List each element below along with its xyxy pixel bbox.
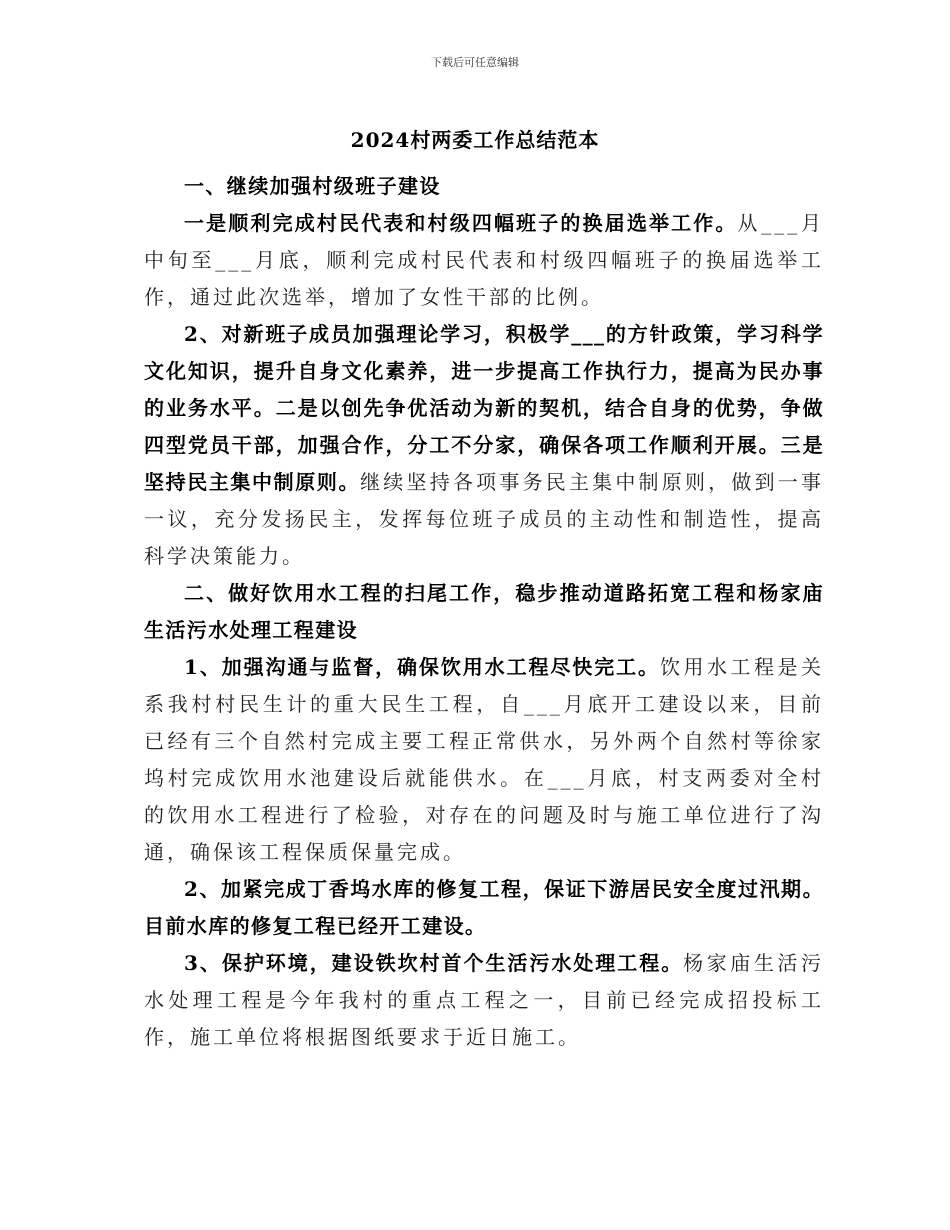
paragraph-1 bbox=[144, 205, 824, 316]
header-note: 下载后可任意编辑 bbox=[431, 56, 519, 69]
paragraph-1-body: 从___月中旬至___月底，顺利完成村民代表和村级四幅班子的换届选举工作，通过此次选举，增加了女性干部的比例。 bbox=[144, 211, 825, 309]
paragraph-3-body: 饮用水工程是关系我村村民生计的重大民生工程，自___月底开工建设以来，目前已经有三个自然村完成主要工程正常供水，另外两个自然村等徐家坞村完成饮用水池建设后就能供水。在___月底，村支两委对全村的饮用水工程进行了检验，对存在的问题及时与施工单位进行了沟通，确保该工程保质保量完成。 bbox=[144, 655, 824, 864]
paragraph-5-body: 杨家庙生活污水处理工程是今年我村的重点工程之一，目前已经完成招投标工作，施工单位将根据图纸要求于近日施工。 bbox=[144, 951, 824, 1049]
paragraph-5 bbox=[144, 945, 824, 1056]
paragraph-2-lead: 2、对新班子成员加强理论学习，积极学___的方针政策，学习科学文化知识，提升自身文化素养，进一步提高工作执行力，提高为民办事的业务水平。二是以创先争优活动为新的契机，结合自身的优势，争做四型党员干部，加强合作，分工不分家，确保各项工作顺利开展。三是坚持民主集中制原则。 bbox=[144, 322, 824, 494]
document-title: 2024村两委工作总结范本 bbox=[350, 128, 600, 152]
paragraph-2-body: 继续坚持各项事务民主集中制原则，做到一事一议，充分发扬民主，发挥每位班子成员的主动性和制造性，提高科学决策能力。 bbox=[144, 470, 825, 568]
paragraph-5-lead: 3、保护环境，建设铁坎村首个生活污水处理工程。 bbox=[184, 951, 684, 975]
section-heading-1: 一、继续加强村级班子建设 bbox=[184, 174, 441, 198]
paragraph-1-lead: 一是顺利完成村民代表和村级四幅班子的换届选举工作。 bbox=[184, 211, 738, 235]
section-heading-2: 二、做好饮用水工程的扫尾工作，稳步推动道路拓宽工程和杨家庙生活污水处理工程建设 bbox=[144, 581, 824, 642]
paragraph-3-lead: 1、加强沟通与监督，确保饮用水工程尽快完工。 bbox=[184, 655, 660, 679]
paragraph-2 bbox=[144, 316, 824, 575]
paragraph-4-lead: 2、加紧完成丁香坞水库的修复工程，保证下游居民安全度过汛期。目前水库的修复工程已经开工建设。 bbox=[144, 877, 824, 938]
paragraph-4 bbox=[144, 871, 824, 945]
document-body bbox=[144, 168, 824, 1056]
paragraph-3 bbox=[144, 649, 824, 871]
